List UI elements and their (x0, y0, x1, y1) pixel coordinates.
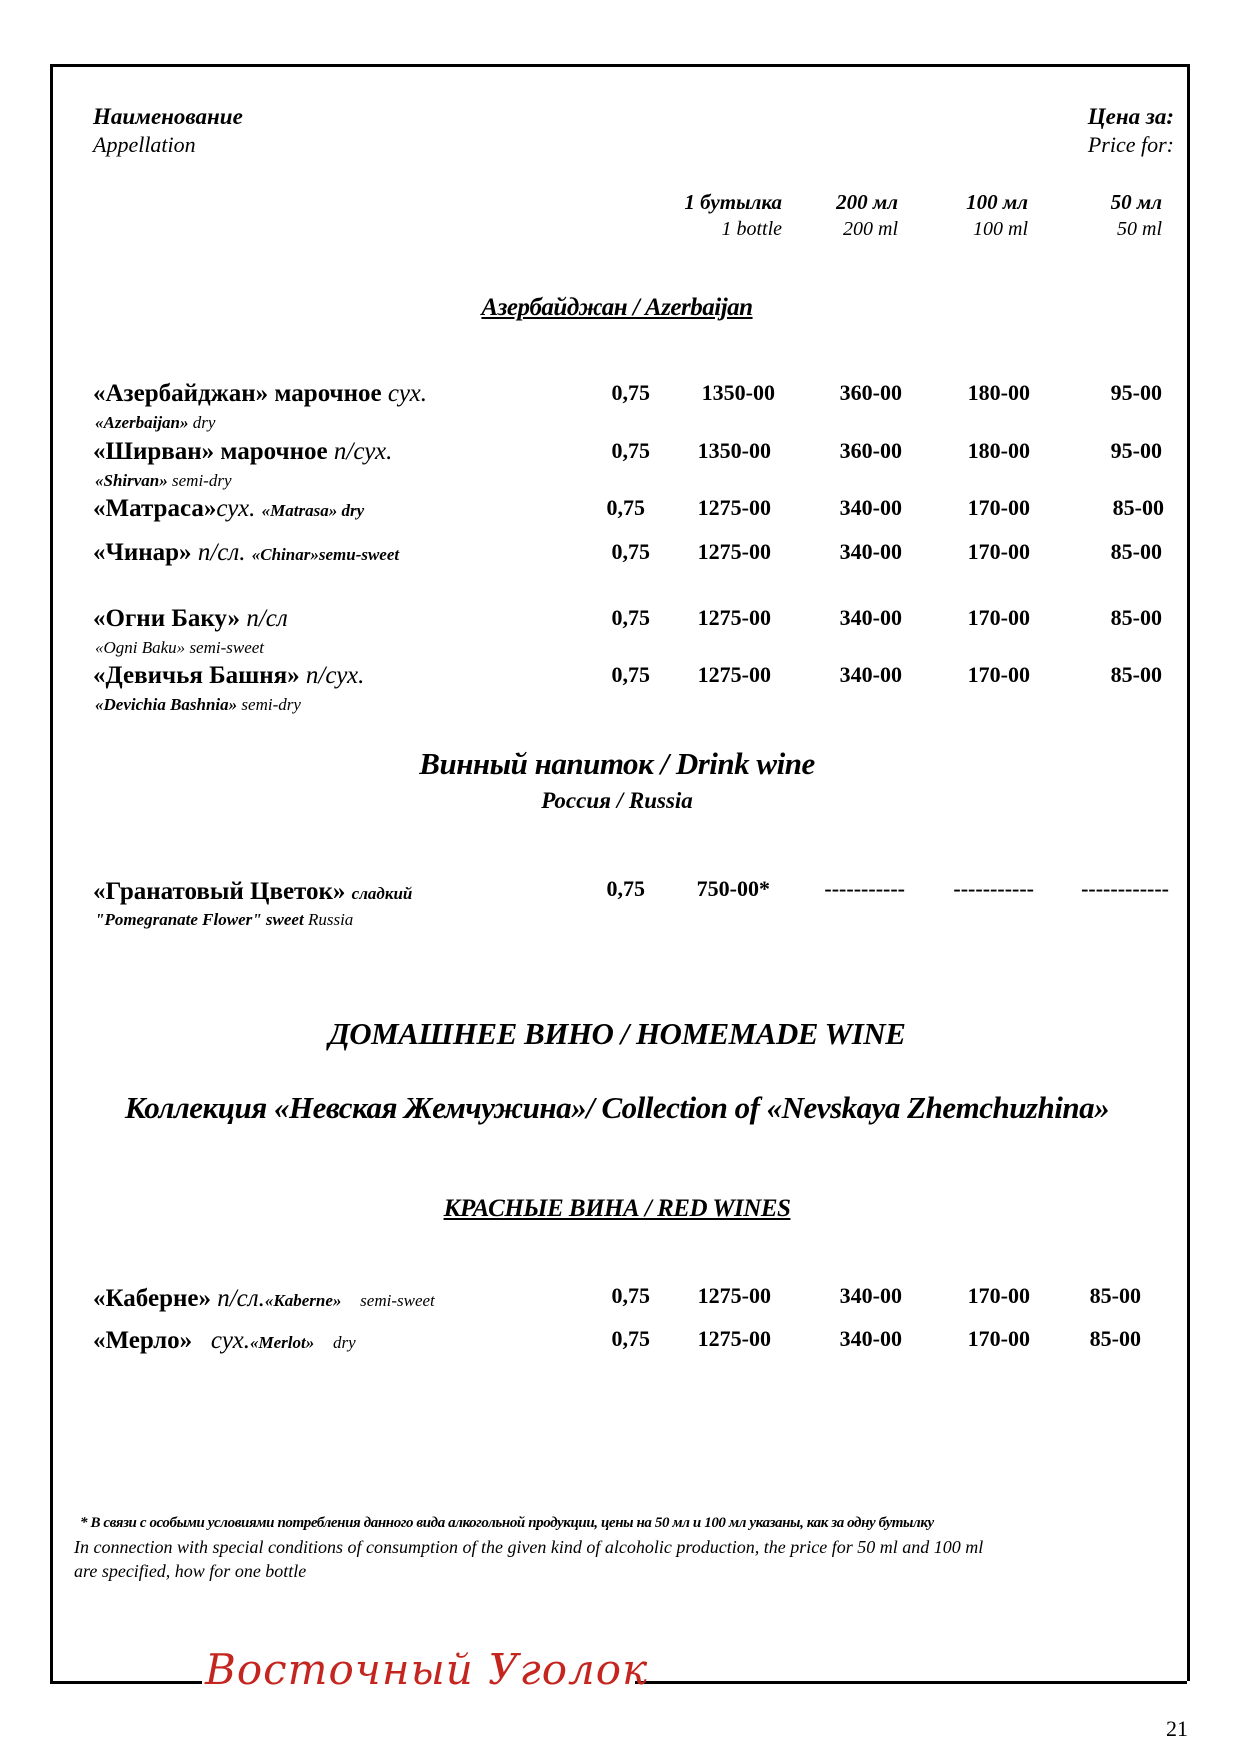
wine-name: «Азербайджан» марочное сух. (93, 380, 427, 407)
volume: 0,75 (611, 380, 650, 405)
price-bottle: 1350-00 (701, 380, 775, 405)
price-200ml: 340-00 (839, 495, 902, 520)
wine-name: «Матраса»сух. «Matrasa» dry (93, 495, 365, 522)
wine-name: «Каберне» п/сл.«Kaberne» semi-sweet (93, 1285, 435, 1312)
wine-name: «Ширван» марочное п/сух. (93, 438, 393, 465)
price-50ml: 85-00 (1112, 495, 1164, 520)
col-2-en: 200 ml (843, 218, 898, 240)
price-100ml: 170-00 (967, 605, 1030, 630)
price-50ml: 85-00 (1110, 539, 1162, 564)
volume: 0,75 (611, 539, 650, 564)
col-1-en: 1 bottle (721, 218, 782, 240)
price-50ml: 85-00 (1089, 1283, 1141, 1308)
volume: 0,75 (611, 438, 650, 463)
price-50ml: 95-00 (1110, 380, 1162, 405)
price-200ml: 340-00 (839, 605, 902, 630)
volume: 0,75 (606, 876, 645, 901)
header-name-ru: Наименование (93, 104, 243, 129)
section-title-red-wines: КРАСНЫЕ ВИНА / RED WINES (443, 1195, 791, 1222)
volume: 0,75 (611, 1326, 650, 1351)
price-bottle: 1275-00 (697, 1283, 771, 1308)
footnote-en-line1: In connection with special conditions of consumption of the given kind of alcoholic production, the price for 50 ml and 100 ml (74, 1537, 984, 1557)
col-3-en: 100 ml (973, 218, 1028, 240)
wine-latin: «Devichia Bashnia» semi-dry (95, 695, 301, 714)
header-name-en: Appellation (93, 132, 196, 157)
price-50ml: 85-00 (1110, 605, 1162, 630)
wine-latin: «Ogni Baku» semi-sweet (95, 638, 265, 657)
price-100ml: 170-00 (967, 1283, 1030, 1308)
price-100ml: 170-00 (967, 1326, 1030, 1351)
wine-name: «Гранатовый Цветок» сладкий (93, 878, 413, 905)
price-100ml: 170-00 (967, 662, 1030, 687)
volume: 0,75 (606, 495, 645, 520)
price-bottle: 1275-00 (697, 662, 771, 687)
footnote-en-line2: are specified, how for one bottle (74, 1561, 307, 1581)
wine-latin: "Pomegranate Flower" sweet Russia (95, 910, 354, 929)
price-50ml: 85-00 (1110, 662, 1162, 687)
price-100ml: 180-00 (967, 438, 1030, 463)
volume: 0,75 (611, 1283, 650, 1308)
header-price-ru: Цена за: (1087, 104, 1174, 129)
header-price-en: Price for: (1087, 132, 1174, 157)
col-4-ru: 50 мл (1110, 190, 1162, 214)
section-subtitle-russia: Россия / Russia (541, 788, 693, 813)
wine-latin: «Shirvan» semi-dry (95, 471, 232, 490)
price-200ml: 340-00 (839, 539, 902, 564)
price-50ml: 95-00 (1110, 438, 1162, 463)
volume: 0,75 (611, 662, 650, 687)
price-100ml: 170-00 (967, 539, 1030, 564)
collection-title: Коллекция «Невская Жемчужина»/ Collection of «Nevskaya Zhemchuzhina» (124, 1090, 1110, 1125)
price-200ml: 340-00 (839, 1283, 902, 1308)
price-100ml: ----------- (953, 876, 1034, 901)
price-200ml: 340-00 (839, 662, 902, 687)
frame-bottom-right (635, 1681, 1187, 1684)
section-title-azerbaijan: Азербайджан / Azerbaijan (481, 294, 753, 321)
price-100ml: 170-00 (967, 495, 1030, 520)
col-3-ru: 100 мл (966, 190, 1028, 214)
restaurant-logo: Восточный Уголок (205, 1645, 649, 1694)
page-number: 21 (1166, 1716, 1188, 1741)
price-200ml: 340-00 (839, 1326, 902, 1351)
price-bottle: 1275-00 (697, 495, 771, 520)
price-bottle: 1275-00 (697, 1326, 771, 1351)
price-bottle: 1275-00 (697, 539, 771, 564)
price-200ml: 360-00 (839, 438, 902, 463)
price-200ml: 360-00 (839, 380, 902, 405)
price-50ml: ------------ (1081, 876, 1169, 901)
wine-name: «Чинар» п/сл. «Chinar»semu-sweet (93, 539, 400, 566)
col-2-ru: 200 мл (836, 190, 898, 214)
footnote-ru: * В связи с особыми условиями потребления данного вида алкогольной продукции, цены на 50 мл и 100 мл указаны, как за одну бутылку (80, 1515, 934, 1531)
col-1-ru: 1 бутылка (684, 190, 782, 214)
price-bottle: 1275-00 (697, 605, 771, 630)
price-200ml: ----------- (824, 876, 905, 901)
price-50ml: 85-00 (1089, 1326, 1141, 1351)
col-4-en: 50 ml (1117, 218, 1162, 240)
frame-bottom-left (50, 1681, 202, 1684)
wine-name: «Огни Баку» п/сл (93, 605, 288, 632)
section-title-drink-wine: Винный напиток / Drink wine (419, 746, 815, 781)
wine-latin: «Azerbaijan» dry (95, 413, 216, 432)
section-title-homemade: ДОМАШНЕЕ ВИНО / HOMEMADE WINE (328, 1016, 906, 1051)
wine-name: «Девичья Башня» п/сух. (93, 662, 365, 689)
price-100ml: 180-00 (967, 380, 1030, 405)
price-bottle: 750-00* (696, 876, 770, 901)
price-bottle: 1350-00 (697, 438, 771, 463)
volume: 0,75 (611, 605, 650, 630)
wine-name: «Мерло» сух.«Merlot» dry (93, 1327, 356, 1354)
